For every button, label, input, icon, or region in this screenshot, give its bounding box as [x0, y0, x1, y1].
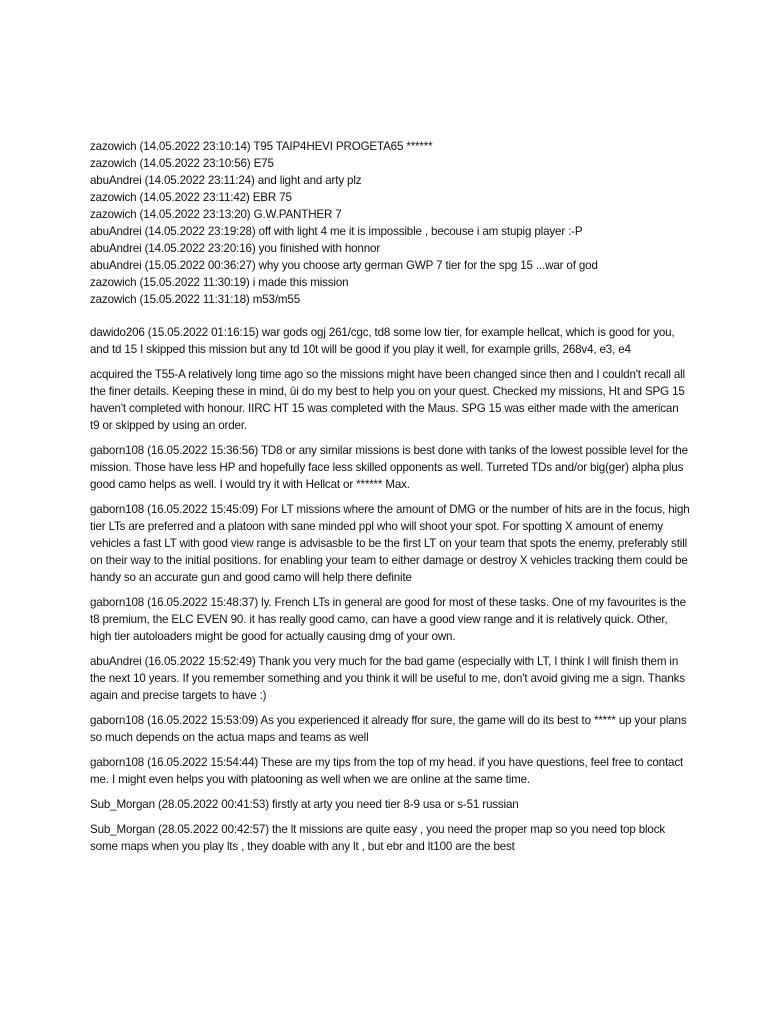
- spacer: [90, 586, 690, 594]
- message-paragraph: gaborn108 (16.05.2022 15:36:56) TD8 or any similar missions is best done with tanks of the lowest possible level for the mission. Those have less HP and hopefully face less skilled opponents as well. Turreted TDs and/or big(ger) alpha plus good camo helps as well. I would try it with Hellcat or ****** Max.: [90, 444, 688, 491]
- message-paragraph: Sub_Morgan (28.05.2022 00:41:53) firstly at arty you need tier 8-9 usa or s-51 russian: [90, 798, 519, 811]
- chat-line: zazowich (14.05.2022 23:10:14) T95 TAIP4HEVI PROGETA65 ******: [90, 140, 433, 153]
- chat-line: zazowich (15.05.2022 11:31:18) m53/m55: [90, 293, 300, 306]
- chat-log: [90, 138, 690, 308]
- message-paragraph: acquired the T55-A relatively long time ago so the missions might have been changed since then and I couldn't recall all the finer details. Keeping these in mind, ûi do my best to help you on your quest. Checked my missions, Ht and SPG 15 haven't completed with honour. IIRC HT 15 was completed with the Maus. SPG 15 was either made with the american t9 or skipped by using an order.: [90, 368, 685, 432]
- chat-line: zazowich (14.05.2022 23:13:20) G.W.PANTHER 7: [90, 208, 342, 221]
- chat-line: abuAndrei (14.05.2022 23:20:16) you finished with honnor: [90, 242, 381, 255]
- chat-line: abuAndrei (14.05.2022 23:19:28) off with light 4 me it is impossible , becouse i am stupig player :-P: [90, 225, 583, 238]
- spacer: [90, 704, 690, 712]
- chat-line: zazowich (15.05.2022 11:30:19) i made this mission: [90, 276, 349, 289]
- message-paragraph: gaborn108 (16.05.2022 15:54:44) These are my tips from the top of my head. if you have questions, feel free to contact me. I might even helps you with platooning as well when we are online at the same time.: [90, 756, 684, 786]
- message-paragraph: gaborn108 (16.05.2022 15:53:09) As you experienced it already ffor sure, the game will do its best to ***** up your plans so much depends on the actua maps and teams as well: [90, 714, 687, 744]
- message-paragraph: Sub_Morgan (28.05.2022 00:42:57) the lt missions are quite easy , you need the proper map so you need top block some maps when you play lts , they doable with any lt , but ebr and lt100 are the best: [90, 823, 666, 853]
- message-paragraph: gaborn108 (16.05.2022 15:48:37) ly. French LTs in general are good for most of these tasks. One of my favourites is the t8 premium, the ELC EVEN 90. it has really good camo, can have a good view range and it is relatively quick. Other, high tier autoloaders might be good for actually causing dmg of your own.: [90, 596, 686, 643]
- spacer: [90, 358, 690, 366]
- message-paragraph: dawido206 (15.05.2022 01:16:15) war gods ogj 261/cgc, td8 some low tier, for example hellcat, which is good for you, and td 15 I skipped this mission but any td 10t will be good if you play it well, for example grills, 268v4, e3, e4: [90, 326, 675, 356]
- spacer: [90, 308, 690, 324]
- spacer: [90, 434, 690, 442]
- chat-line: zazowich (14.05.2022 23:10:56) E75: [90, 157, 274, 170]
- chat-line: abuAndrei (14.05.2022 23:11:24) and light and arty plz: [90, 174, 362, 187]
- chat-line: abuAndrei (15.05.2022 00:36:27) why you choose arty german GWP 7 tier for the spg 15 ...war of god: [90, 259, 598, 272]
- spacer: [90, 645, 690, 653]
- message-paragraph: gaborn108 (16.05.2022 15:45:09) For LT missions where the amount of DMG or the number of hits are in the focus, high tier LTs are preferred and a platoon with sane minded ppl who will shoot your spot. For spotting X amount of enemy vehicles a fast LT with good view range is advisasble to be the first LT on your team that spots the enemy, preferably still on their way to the initial positions. for enabling your team to either damage or destroy X vehicles tracking them could be handy so an accurate gun and good camo will help there definite: [90, 503, 690, 584]
- message-paragraph: abuAndrei (16.05.2022 15:52:49) Thank you very much for the bad game (especially with LT, I think I will finish them in the next 10 years. If you remember something and you think it will be useful to me, don't avoid giving me a sign. Thanks again and precise targets to have :): [90, 655, 685, 702]
- spacer: [90, 813, 690, 821]
- spacer: [90, 493, 690, 501]
- document-page: [90, 138, 690, 855]
- chat-line: zazowich (14.05.2022 23:11:42) EBR 75: [90, 191, 292, 204]
- spacer: [90, 746, 690, 754]
- spacer: [90, 788, 690, 796]
